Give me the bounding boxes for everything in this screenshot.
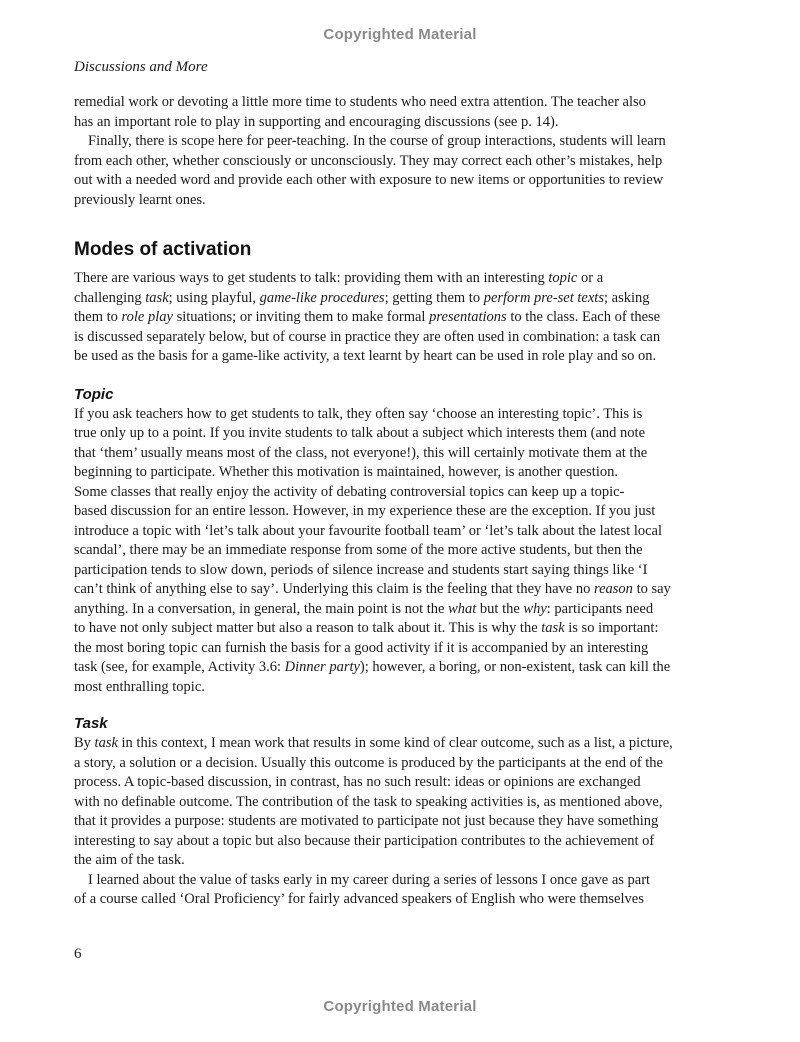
- watermark-top: Copyrighted Material: [323, 26, 477, 43]
- body-line: Some classes that really enjoy the activity of debating controversial topics can keep up a topic-: [74, 483, 625, 500]
- body-line: remedial work or devoting a little more time to students who need extra attention. The teacher also: [74, 94, 646, 110]
- subsection-heading-task: Task: [74, 715, 108, 732]
- body-line: that ‘them’ usually means most of the class, not everyone!), this will certainly motivate them at the: [74, 444, 648, 461]
- body-line: participation tends to slow down, periods of silence increase and students start saying things like ‘I: [74, 561, 648, 578]
- body-line: process. A topic-based discussion, in contrast, has no such result: ideas or opinions are exchanged: [74, 774, 641, 790]
- body-line: beginning to participate. Whether this motivation is maintained, however, is another question.: [74, 464, 618, 480]
- body-line: previously learnt ones.: [74, 191, 206, 208]
- body-line: I learned about the value of tasks early in my career during a series of lessons I once gave as part: [88, 871, 651, 888]
- body-line: out with a needed word and provide each other with exposure to new items or opportunities to review: [74, 172, 664, 188]
- body-line: a story, a solution or a decision. Usually this outcome is produced by the participants at the end of the: [74, 754, 663, 771]
- body-line: introduce a topic with ‘let’s talk about your favourite football team’ or ‘let’s talk about the latest local: [74, 522, 663, 539]
- body-line: the aim of the task.: [74, 852, 185, 868]
- body-line: There are various ways to get students to talk: providing them with an interesting topic or a: [74, 270, 604, 286]
- body-line: has an important role to play in supporting and encouraging discussions (see p. 14).: [74, 113, 559, 130]
- body-line: of a course called ‘Oral Proficiency’ for fairly advanced speakers of English who were themselves: [74, 891, 644, 907]
- body-line: to have not only subject matter but also a reason to talk about it. This is why the task is so important:: [74, 620, 659, 636]
- subsection-heading-topic: Topic: [74, 385, 114, 403]
- page-body: [74, 93, 726, 910]
- section-heading: Modes of activation: [74, 239, 252, 260]
- body-line: Finally, there is scope here for peer-teaching. In the course of group interactions, students will learn: [88, 133, 666, 149]
- body-line: By task in this context, I mean work that results in some kind of clear outcome, such as a list, a picture,: [74, 735, 673, 751]
- body-line: is discussed separately below, but of course in practice they are often used in combination: a task can: [74, 328, 661, 345]
- body-line: based discussion for an entire lesson. However, in my experience these are the exception. If you just: [74, 503, 656, 519]
- body-line: most enthralling topic.: [74, 678, 205, 695]
- body-line: that it provides a purpose: students are motivated to participate not just because they have something: [74, 813, 659, 829]
- body-line: interesting to say about a topic but also because their participation contributes to the achievement of: [74, 832, 655, 849]
- body-line: be used as the basis for a game-like activity, a text learnt by heart can be used in role play and so on.: [74, 348, 657, 364]
- body-line: anything. In a conversation, in general, the main point is not the what but the why: participants need: [74, 600, 654, 617]
- body-line: true only up to a point. If you invite students to talk about a subject which interests them (and note: [74, 425, 646, 441]
- body-line: If you ask teachers how to get students to talk, they often say ‘choose an interesting topic’. This is: [74, 405, 643, 422]
- body-line: them to role play situations; or inviting them to make formal presentations to the class. Each of these: [74, 309, 661, 325]
- body-line: with no definable outcome. The contribution of the task to speaking activities is, as mentioned above,: [74, 793, 663, 810]
- body-line: from each other, whether consciously or unconsciously. They may correct each other’s mistakes, help: [74, 152, 663, 169]
- body-line: challenging task; using playful, game-like procedures; getting them to perform pre-set texts; asking: [74, 289, 650, 306]
- body-line: task (see, for example, Activity 3.6: Dinner party); however, a boring, or non-existent, task can kill the: [74, 659, 671, 675]
- watermark-bottom: Copyrighted Material: [323, 998, 477, 1015]
- running-head: Discussions and More: [74, 59, 208, 75]
- body-line: scandal’, there may be an immediate response from some of the more active students, but then the: [74, 542, 643, 558]
- body-line: can’t think of anything else to say’. Underlying this claim is the feeling that they have no reason to say: [74, 581, 671, 597]
- body-line: the most boring topic can furnish the basis for a good activity if it is accompanied by an interesting: [74, 639, 649, 656]
- page-number: 6: [74, 946, 82, 962]
